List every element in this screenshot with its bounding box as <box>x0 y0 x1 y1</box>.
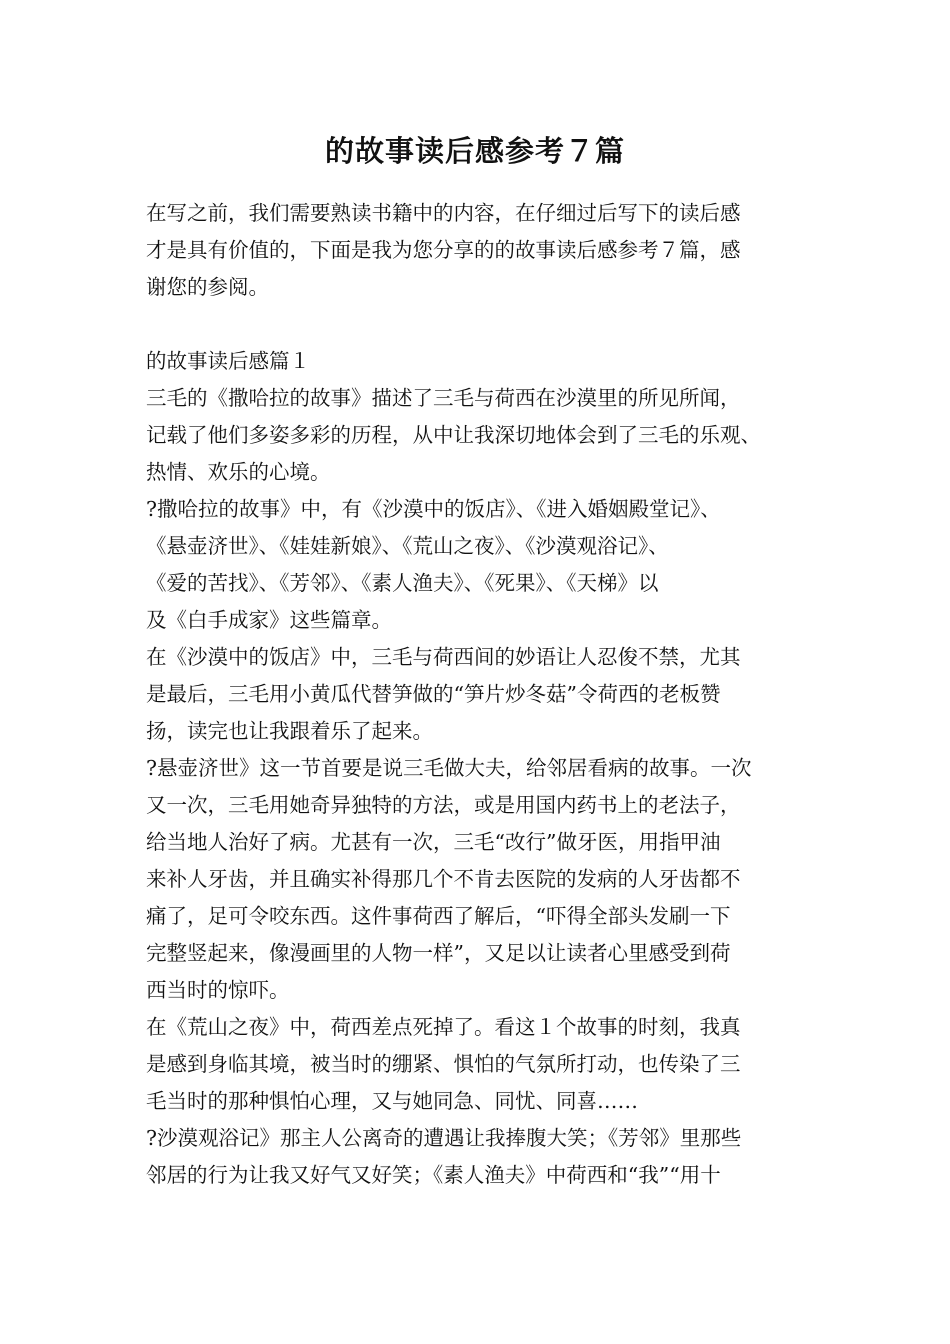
body-line: 三毛的《撒哈拉的故事》描述了三毛与荷西在沙漠里的所见所闻， <box>146 386 741 410</box>
document-title: 的故事读后感参考７篇 <box>324 134 625 168</box>
body-line: ?悬壶济世》这一节首要是说三毛做大夫，给邻居看病的故事。一次 <box>146 756 752 780</box>
document-body <box>146 195 826 1194</box>
body-line: 又一次，三毛用她奇异独特的方法，或是用国内药书上的老法子， <box>146 793 741 817</box>
blank-line <box>146 306 826 343</box>
body-line: 邻居的行为让我又好气又好笑；《素人渔夫》中荷西和“我”“用十 <box>146 1163 721 1187</box>
body-line: 热情、欢乐的心境。 <box>146 460 331 484</box>
body-line: 给当地人治好了病。尤甚有一次，三毛“改行”做牙医，用指甲油 <box>146 830 721 854</box>
body-line: 记载了他们多姿多彩的历程，从中让我深切地体会到了三毛的乐观、 <box>146 423 761 447</box>
body-line: 西当时的惊吓。 <box>146 978 290 1002</box>
body-line: ?沙漠观浴记》那主人公离奇的遭遇让我捧腹大笑；《芳邻》里那些 <box>146 1126 742 1150</box>
body-line: 《爱的苦找》、《芳邻》、《素人渔夫》、《死果》、《天梯》以 <box>146 571 659 595</box>
body-line: 毛当时的那种惧怕心理，又与她同急、同忧、同喜…… <box>146 1089 638 1113</box>
body-line: 才是具有价值的，下面是我为您分享的的故事读后感参考７篇，感 <box>146 238 741 262</box>
body-line: 痛了，足可令咬东西。这件事荷西了解后，“吓得全部头发刷一下 <box>146 904 731 928</box>
body-line: 扬，读完也让我跟着乐了起来。 <box>146 719 433 743</box>
body-line: 《悬壶济世》、《娃娃新娘》、《荒山之夜》、《沙漠观浴记》、 <box>146 534 669 558</box>
body-line: 在《沙漠中的饭店》中，三毛与荷西间的妙语让人忍俊不禁，尤其 <box>146 645 741 669</box>
body-line: 在《荒山之夜》中，荷西差点死掉了。看这１个故事的时刻，我真 <box>146 1015 741 1039</box>
body-line: 是最后，三毛用小黄瓜代替笋做的“笋片炒冬菇”令荷西的老板赞 <box>146 682 721 706</box>
body-line: 是感到身临其境，被当时的绷紧、惧怕的气氛所打动，也传染了三 <box>146 1052 741 1076</box>
body-line: 谢您的参阅。 <box>146 275 269 299</box>
body-line: 的故事读后感篇１ <box>146 349 310 373</box>
body-line: ?撒哈拉的故事》中，有《沙漠中的饭店》、《进入婚姻殿堂记》、 <box>146 497 721 521</box>
body-line: 及《白手成家》这些篇章。 <box>146 608 392 632</box>
body-line: 来补人牙齿，并且确实补得那几个不肯去医院的发病的人牙齿都不 <box>146 867 741 891</box>
body-line: 在写之前，我们需要熟读书籍中的内容，在仔细过后写下的读后感 <box>146 201 741 225</box>
body-line: 完整竖起来，像漫画里的人物一样”，又足以让读者心里感受到荷 <box>146 941 731 965</box>
